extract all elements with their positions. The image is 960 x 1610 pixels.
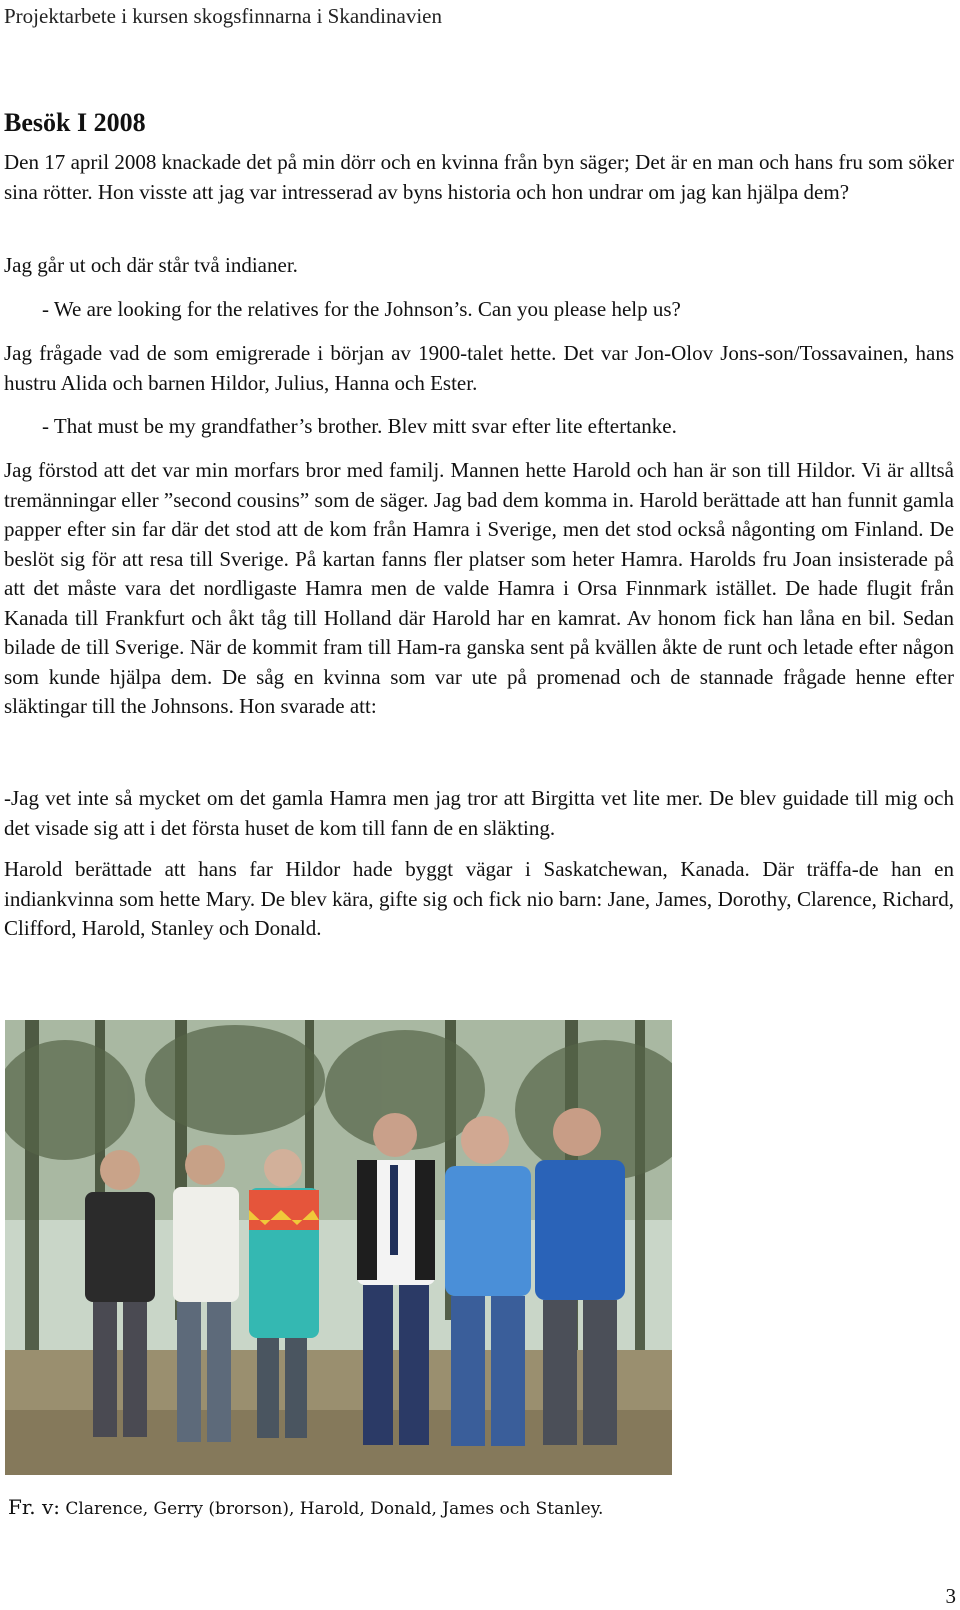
caption-names: Clarence, Gerry (brorson), Harold, Donald, James och Stanley. — [65, 1499, 604, 1519]
page-number: 3 — [945, 1584, 956, 1608]
paragraph-text: - That must be my grandfather’s brother. Blev mitt svar efter lite eftertanke. — [42, 414, 677, 438]
paragraph-text: - We are looking for the relatives for the Johnson’s. Can you please help us? — [42, 297, 681, 321]
group-photo — [5, 1020, 672, 1475]
paragraph-text: Jag går ut och där står två indianer. — [4, 253, 298, 277]
paragraph-intro — [4, 148, 954, 207]
group-photo-illustration — [5, 1020, 672, 1475]
paragraph-text: -Jag vet inte så mycket om det gamla Hamra men jag tror att Birgitta vet lite mer. De blev guidade till mig och det visade sig att i det första huset de kom till fann de en släkting. — [4, 786, 954, 840]
paragraph-indians — [4, 251, 954, 281]
paragraph-text: Harold berättade att hans far Hildor hade byggt vägar i Saskatchewan, Kanada. Där träffa-de han en indiankvinna som hette Mary. De blev kära, gifte sig och fick nio barn: Jane, James, Dorothy, Clarence, Richard, Clifford, Harold, Stanley och Donald. — [4, 857, 954, 940]
paragraph-birgitta — [4, 784, 954, 843]
quote-grandfather-brother — [4, 412, 954, 442]
paragraph-text: Jag förstod att det var min morfars bror med familj. Mannen hette Harold och han är son till Hildor. Vi är alltså tremänningar eller ”second cousins” som de säger. Jag bad dem komma in. Harold berättade att han funnit gamla papper efter sin far där det stod att de kom från Hamra i Sverige, men det stod också någonting om Finland. De beslöt sig för att resa till Sverige. På kartan fanns fler platser som heter Hamra. Harolds fru Joan insisterade på att det måste vara det nordligaste Hamra men de valde Hamra i Orsa Finnmark istället. De hade flugit från Kanada till Frankfurt och åkt tåg till Holland där Harold har en kamrat. Av honom fick han låna en bil. Sedan bilade de till Sverige. När de kommit fram till Ham-ra ganska sent på kvällen åkte de runt och letade efter någon som kunde hjälpa dem. De såg en kvinna som var ute på promenad och de stannade frågade henne efter släktingar till the Johnsons. Hon svarade att: — [4, 458, 954, 718]
running-header: Projektarbete i kursen skogsfinnarna i Skandinavien — [4, 4, 442, 28]
paragraph-text: Jag frågade vad de som emigrerade i början av 1900-talet hette. Det var Jon-Olov Jons-son/Tossavainen, hans hustru Alida och barnen Hildor, Julius, Hanna och Ester. — [4, 341, 954, 395]
section-heading: Besök I 2008 — [4, 108, 146, 137]
paragraph-hildor-family — [4, 855, 954, 944]
caption-lead: Fr. v: — [8, 1495, 60, 1519]
quote-looking-for-relatives — [4, 295, 954, 325]
paragraph-emigrants — [4, 339, 954, 398]
paragraph-text: Den 17 april 2008 knackade det på min dörr och en kvinna från byn säger; Det är en man och hans fru som söker sina rötter. Hon visste att jag var intresserad av byns historia och hon undrar om jag kan hjälpa dem? — [4, 150, 954, 204]
photo-caption — [8, 1495, 603, 1521]
paragraph-harold-story — [4, 456, 954, 722]
